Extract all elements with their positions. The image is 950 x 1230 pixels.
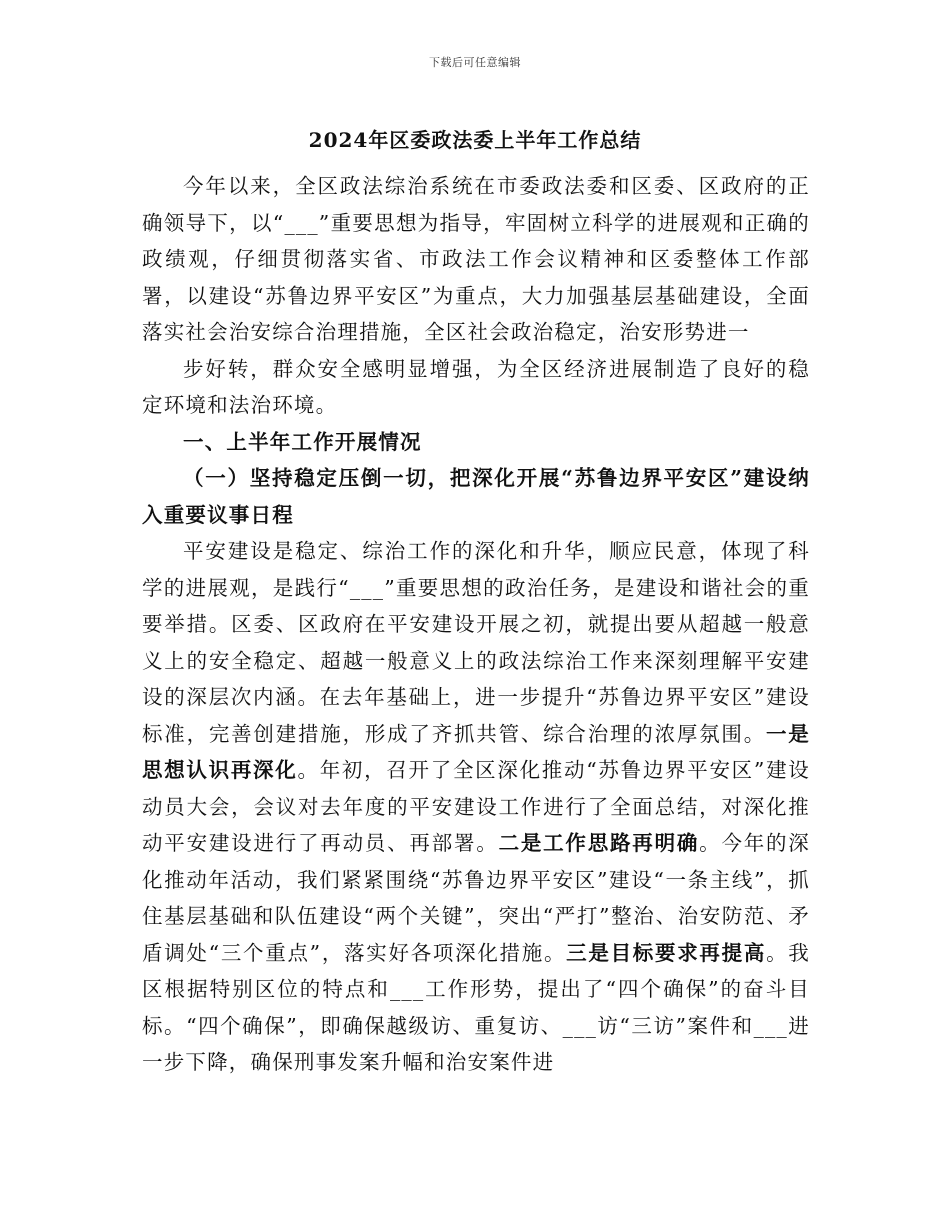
point-3-label: 三是目标要求再提高 [566,940,767,965]
paragraph-continuation: 步好转，群众安全感明显增强，为全区经济进展制造了良好的稳定环境和法治环境。 [142,356,810,417]
point-2-text: 。今年的深化推动年活动，我们紧紧围绕“苏鲁边界平安区”建设“一条主线”，抓住基层基础和队伍建设“两个关键”，突出“严打”整治、治安防范、矛盾调处“三个重点”，落实好各项深化措施。 [142,831,810,965]
point-2-label: 二是工作思路再明确 [498,831,700,855]
document-body [142,168,810,1081]
header-note: 下载后可任意编辑 [429,56,521,69]
paragraph-safety-construction [142,533,810,1081]
point-3-text: 。我区根据特别区位的特点和___工作形势，提出了“四个确保”的奋斗目标。“四个确保”，即确保越级访、重复访、___访“三访”案件和___进一步下降，确保刑事发案升幅和治安案件进 [142,940,810,1074]
subsection-heading: （一）坚持稳定压倒一切，把深化开展“苏鲁边界平安区”建设纳入重要议事日程 [142,466,810,527]
point-1-label: 一是思想认识再深化 [142,721,810,782]
point-1-text: 。年初，召开了全区深化推动“苏鲁边界平安区”建设动员大会，会议对去年度的平安建设工作进行了全面总结，对深化推动平安建设进行了再动员、再部署。 [142,758,810,855]
document-title: 2024年区委政法委上半年工作总结 [308,128,642,152]
section-heading: 一、上半年工作开展情况 [183,429,422,454]
paragraph-intro-text: 平安建设是稳定、综治工作的深化和升华，顺应民意，体现了科学的进展观，是践行“___”重要思想的政治任务，是建设和谐社会的重要举措。区委、区政府在平安建设开展之初，就提出要从超越一般意义上的安全稳定、超越一般意义上的政法综治工作来深刻理解平安建设的深层次内涵。在去年基础上，进一步提升“苏鲁边界平安区”建设标准，完善创建措施，形成了齐抓共管、综合治理的浓厚氛围。 [142,539,810,746]
paragraph-intro: 今年以来，全区政法综治系统在市委政法委和区委、区政府的正确领导下，以“___”重要思想为指导，牢固树立科学的进展观和正确的政绩观，仔细贯彻落实省、市政法工作会议精神和区委整体工作部署，以建设“苏鲁边界平安区”为重点，大力加强基层基础建设，全面落实社会治安综合治理措施，全区社会政治稳定，治安形势进一 [142,174,810,344]
